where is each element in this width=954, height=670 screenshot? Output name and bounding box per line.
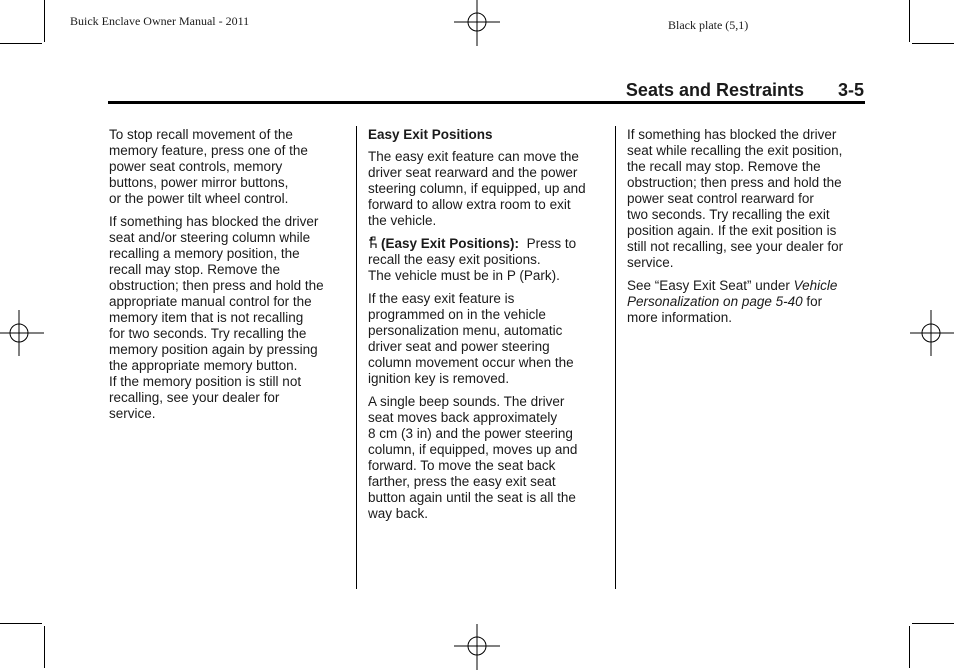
text-line: recall the easy exit positions. (368, 252, 541, 267)
crop-mark (44, 626, 45, 668)
text-line: A single beep sounds. The driver (368, 394, 565, 409)
text-line: If the easy exit feature is (368, 291, 515, 306)
text-line: farther, press the easy exit seat (368, 474, 556, 489)
registration-mark-icon (454, 624, 500, 670)
crop-mark (912, 43, 954, 44)
text-line: appropriate manual control for the (109, 294, 312, 309)
cross-reference-link[interactable]: Vehicle (793, 278, 838, 293)
text-line: way back. (368, 506, 429, 521)
header-rule (108, 101, 865, 104)
page-number: 3-5 (838, 80, 865, 100)
text-line: more information. (627, 310, 733, 325)
registration-mark-icon (0, 310, 44, 356)
column-divider (356, 126, 357, 589)
text-line: power seat control rearward for (627, 191, 814, 206)
crop-mark (909, 626, 910, 668)
crop-mark (0, 43, 42, 44)
text-line: steering column, if equipped, up and (368, 181, 586, 196)
crop-mark (0, 623, 42, 624)
text-line: two seconds. Try recalling the exit (627, 207, 830, 222)
text-line: The vehicle must be in P (Park). (368, 268, 560, 283)
paragraph (109, 214, 349, 422)
cross-reference-link[interactable]: Personalization on page 5-40 (627, 294, 803, 309)
text-line: column movement occur when the (368, 355, 574, 370)
text-line: column, if equipped, moves up and (368, 442, 578, 457)
text-line: the vehicle. (368, 213, 437, 228)
text-line: forward. To move the seat back (368, 458, 556, 473)
text-line: seat and/or steering column while (109, 230, 311, 245)
text-line: driver seat and power steering (368, 339, 550, 354)
text-line: To stop recall movement of the (109, 127, 293, 142)
text-line: forward to allow extra room to exit (368, 197, 571, 212)
text-line: for two seconds. Try recalling the (109, 326, 307, 341)
text-line: If something has blocked the driver (109, 214, 319, 229)
text-line: seat moves back approximately (368, 410, 558, 425)
paragraph (627, 278, 867, 326)
text-line: seat while recalling the exit position, (627, 143, 843, 158)
crop-mark (912, 623, 954, 624)
plate-label: Black plate (5,1) (668, 18, 749, 32)
column-2 (368, 127, 610, 529)
feature-label: (Easy Exit Positions): (381, 236, 520, 251)
paragraph (368, 236, 610, 284)
text-line: personalization menu, automatic (368, 323, 563, 338)
text-line: power seat controls, memory (109, 159, 283, 174)
text-line: button again until the seat is all the (368, 490, 576, 505)
text-line: service. (109, 406, 156, 421)
text-line: recalling, see your dealer for (109, 390, 280, 405)
text-line: The easy exit feature can move the (368, 149, 579, 164)
column-3 (627, 127, 867, 333)
text-line: buttons, power mirror buttons, (109, 175, 289, 190)
text-line: the recall may stop. Remove the (627, 159, 821, 174)
text-line: obstruction; then press and hold the (627, 175, 842, 190)
text-line: still not recalling, see your dealer for (627, 239, 844, 254)
text-line: memory position again by pressing (109, 342, 318, 357)
text-line: ignition key is removed. (368, 371, 510, 386)
text-line: driver seat rearward and the power (368, 165, 578, 180)
text-line: memory item that is not recalling (109, 310, 304, 325)
column-divider (615, 126, 616, 589)
text-line: If something has blocked the driver (627, 127, 837, 142)
section-heading: Easy Exit Positions (368, 127, 493, 142)
paragraph (368, 394, 610, 522)
text-line: position again. If the exit position is (627, 223, 837, 238)
registration-mark-icon (454, 0, 500, 46)
text-line: obstruction; then press and hold the (109, 278, 324, 293)
text-line: 8 cm (3 in) and the power steering (368, 426, 573, 441)
text-line: recall may stop. Remove the (109, 262, 281, 277)
section-title: Seats and Restraints (625, 80, 804, 100)
text-line: See “Easy Exit Seat” under (627, 278, 794, 293)
text-line: the appropriate memory button. (109, 358, 298, 373)
manual-title: Buick Enclave Owner Manual - 2011 (70, 14, 250, 28)
text-line: Press to (526, 236, 577, 251)
text-line: If the memory position is still not (109, 374, 302, 389)
paragraph (109, 127, 349, 207)
seat-icon (368, 236, 378, 249)
crop-mark (44, 0, 45, 42)
paragraph (368, 291, 610, 387)
text-line: programmed on in the vehicle (368, 307, 546, 322)
column-1 (109, 127, 349, 429)
text-line: for (802, 294, 823, 309)
text-line: recalling a memory position, the (109, 246, 300, 261)
text-line: service. (627, 255, 674, 270)
crop-mark (909, 0, 910, 42)
text-line: or the power tilt wheel control. (109, 191, 289, 206)
paragraph (627, 127, 867, 271)
registration-mark-icon (910, 310, 954, 356)
text-line: memory feature, press one of the (109, 143, 308, 158)
paragraph (368, 149, 610, 229)
